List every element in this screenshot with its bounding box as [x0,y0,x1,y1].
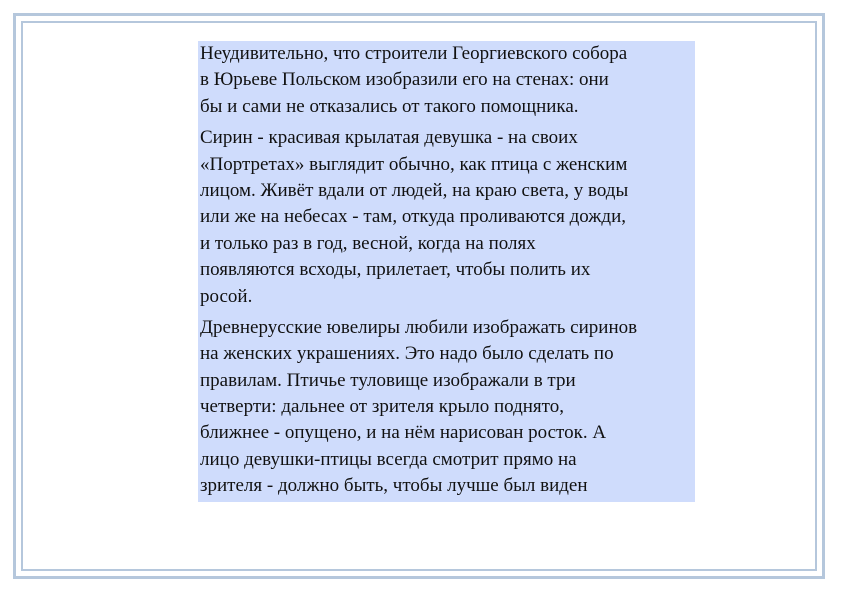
text-line: лицом. Живёт вдали от людей, на краю света, у воды [200,179,629,201]
text-line: правилам. Птичье туловище изображали в три [200,369,576,391]
paragraph-3 [200,315,693,500]
text-line: или же на небесах - там, откуда проливаются дожди, [200,206,627,228]
text-line: зрителя - должно быть, чтобы лучше был виден [200,475,588,497]
text-line: Древнерусские ювелиры любили изображать сиринов [200,316,638,338]
text-line: на женских украшениях. Это надо было сделать по [200,343,614,365]
text-line: появляются всходы, прилетает, чтобы полить их [200,259,591,281]
text-line: Неудивительно, что строители Георгиевского собора [200,43,628,64]
text-line: четверти: дальнее от зрителя крыло поднято, [200,396,564,418]
text-line: Сирин - красивая крылатая девушка - на своих [200,127,578,149]
paragraph-1 [200,41,693,120]
paragraph-2 [200,125,693,310]
text-line: ближнее - опущено, и на нём нарисован росток. А [200,422,607,444]
text-line: в Юрьеве Польском изобразили его на стенах: они [200,69,609,91]
text-line: «Портретах» выглядит обычно, как птица с женским [200,153,628,175]
text-line: и только раз в год, весной, когда на полях [200,232,536,254]
text-line: бы и сами не отказались от такого помощника. [200,95,579,117]
text-line: лицо девушки-птицы всегда смотрит прямо на [200,448,577,470]
text-box [198,41,695,502]
text-line: росой. [200,285,253,307]
